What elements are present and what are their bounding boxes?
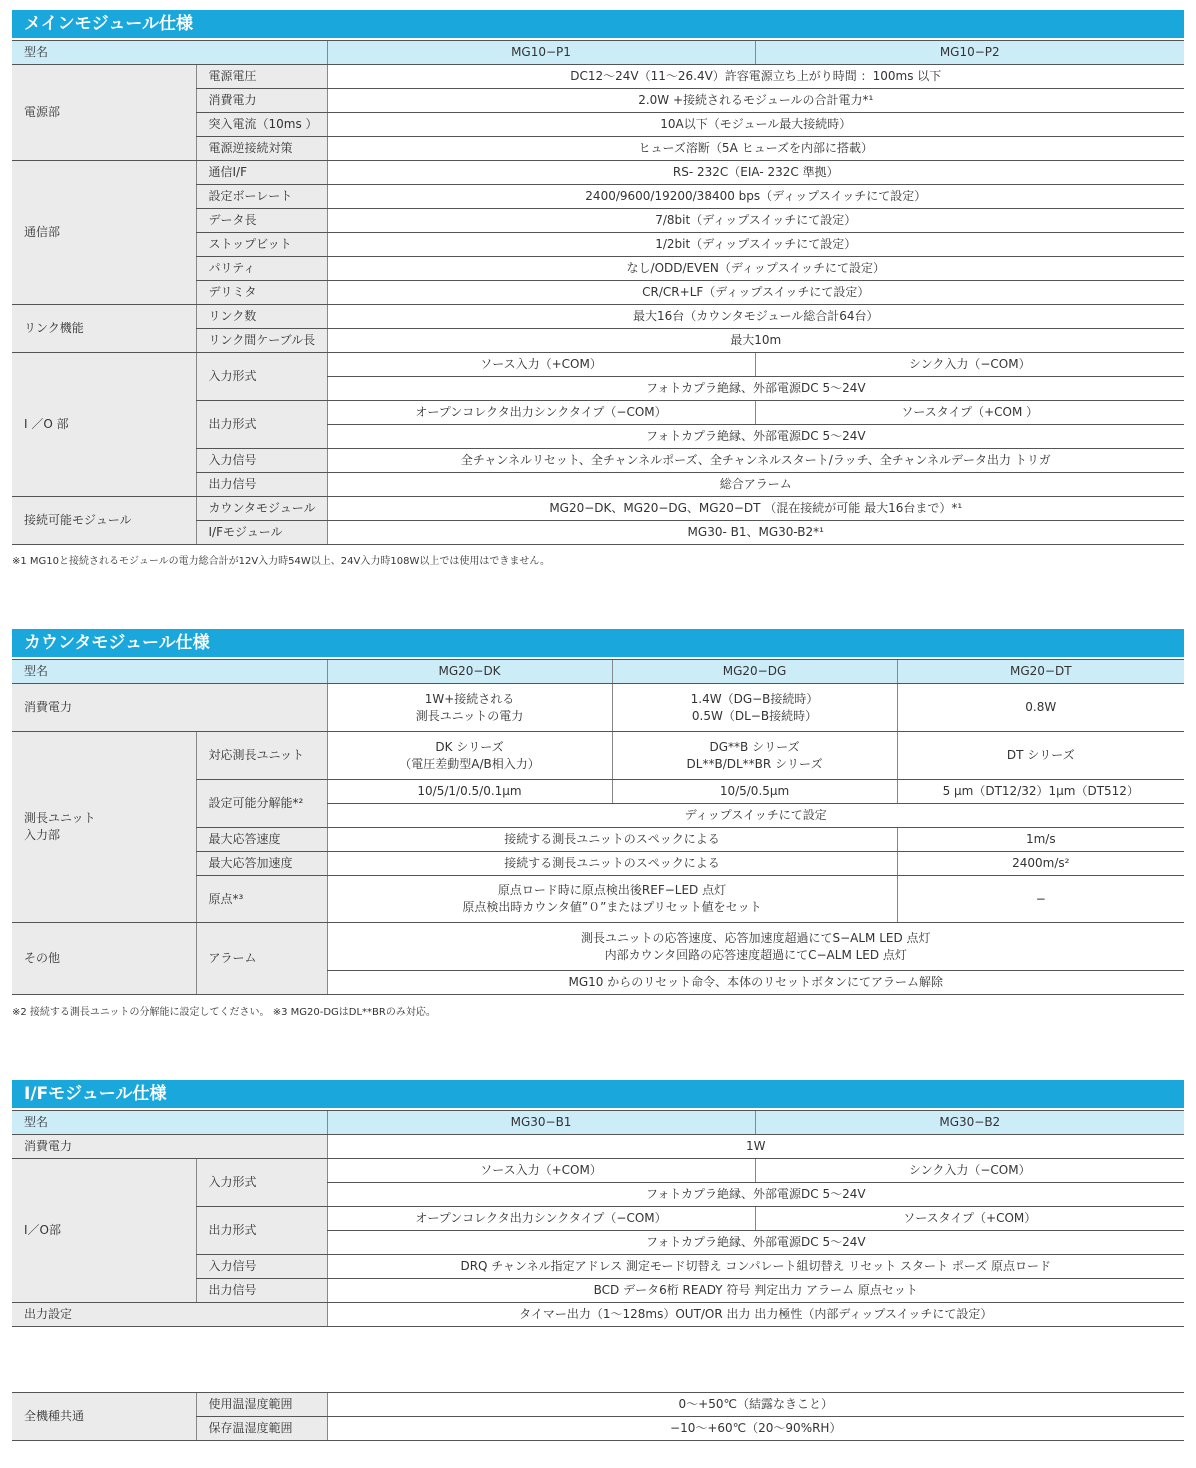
common-table xyxy=(12,1392,1184,1441)
io-input-signal-label: 入力信号 xyxy=(196,449,327,473)
io-output-type-label: 出力形式 xyxy=(196,401,327,449)
parity-label: パリティ xyxy=(196,257,327,281)
table-row xyxy=(12,732,1184,780)
model-mg20-dg: MG20−DG xyxy=(612,660,897,684)
table-row xyxy=(12,161,1184,185)
stop-bit-label: ストップビット xyxy=(196,233,327,257)
text-line: 内部カウンタ回路の応答速度超過にてC−ALM LED 点灯 xyxy=(604,947,907,962)
io-output-type-v1: オープンコレクタ出力シンクタイプ（−COM） xyxy=(327,401,755,425)
operating-range-label: 使用温湿度範囲 xyxy=(196,1393,327,1417)
baud-value: 2400/9600/19200/38400 bps（ディップスイッチにて設定） xyxy=(327,185,1184,209)
output-setting-value: タイマー出力（1〜128ms）OUT/OR 出力 出力極性（内部ディップスイッチにて設定） xyxy=(327,1303,1184,1327)
power-consumption-label: 消費電力 xyxy=(196,89,327,113)
alarm-reset: MG10 からのリセット命令、本体のリセットボタンにてアラーム解除 xyxy=(327,971,1184,995)
if-output-signal-value: BCD データ6桁 READY 符号 判定出力 アラーム 原点セット xyxy=(327,1279,1184,1303)
connectable-counter-label: カウンタモジュール xyxy=(196,497,327,521)
power-voltage-label: 電源電圧 xyxy=(196,65,327,89)
text-line: DL**B/DL**BR シリーズ xyxy=(686,756,823,771)
inrush-label: 突入電流（10ms ） xyxy=(196,113,327,137)
unit-label: 対応測長ユニット xyxy=(196,732,327,780)
group-unit-input xyxy=(12,732,196,923)
parity-value: なし/ODD/EVEN（ディップスイッチにて設定） xyxy=(327,257,1184,281)
link-cable-value: 最大10m xyxy=(327,329,1184,353)
data-length-label: データ長 xyxy=(196,209,327,233)
counter-consumption-dk xyxy=(327,684,612,732)
model-label: 型名 xyxy=(12,1111,327,1135)
table-row xyxy=(12,1159,1184,1183)
stop-bit-value: 1/2bit（ディップスイッチにて設定） xyxy=(327,233,1184,257)
max-accel-dt: 2400m/s² xyxy=(897,852,1184,876)
group-power: 電源部 xyxy=(12,65,196,161)
text-line: 0.5W（DL−B接続時） xyxy=(691,708,818,723)
table-row xyxy=(12,305,1184,329)
storage-range-label: 保存温湿度範囲 xyxy=(196,1417,327,1441)
link-count-value: 最大16台（カウンタモジュール総合計64台） xyxy=(327,305,1184,329)
counter-consumption-dt: 0.8W xyxy=(897,684,1184,732)
group-comm: 通信部 xyxy=(12,161,196,305)
text-line: 測長ユニットの電力 xyxy=(415,708,524,723)
table-row xyxy=(12,353,1184,377)
operating-range-value: 0〜+50℃（結露なきこと） xyxy=(327,1393,1184,1417)
main-module-title: メインモジュール仕様 xyxy=(12,10,1184,38)
power-consumption-value: 2.0W +接続されるモジュールの合計電力*¹ xyxy=(327,89,1184,113)
table-row xyxy=(12,660,1184,684)
table-row xyxy=(12,1135,1184,1159)
model-mg20-dk: MG20−DK xyxy=(327,660,612,684)
table-row xyxy=(12,497,1184,521)
if-input-signal-label: 入力信号 xyxy=(196,1255,327,1279)
io-output-signal-label: 出力信号 xyxy=(196,473,327,497)
group-link: リンク機能 xyxy=(12,305,196,353)
model-mg10-p2: MG10−P2 xyxy=(755,41,1184,65)
model-mg20-dt: MG20−DT xyxy=(897,660,1184,684)
model-label: 型名 xyxy=(12,41,327,65)
io-input-type-label: 入力形式 xyxy=(196,353,327,401)
max-speed-dk-dg: 接続する測長ユニットのスペックによる xyxy=(327,828,897,852)
delimiter-label: デリミタ xyxy=(196,281,327,305)
text-line: 1W+接続される xyxy=(424,691,515,706)
if-output-type-common: フォトカプラ絶縁、外部電源DC 5〜24V xyxy=(327,1231,1184,1255)
text-line: 1.4W（DG−B接続時） xyxy=(690,691,819,706)
origin-dt: − xyxy=(897,876,1184,923)
if-output-type-label: 出力形式 xyxy=(196,1207,327,1255)
alarm-conditions xyxy=(327,923,1184,971)
text-line: （電圧差動型A/B相入力） xyxy=(399,756,540,771)
group-connectable: 接続可能モジュール xyxy=(12,497,196,545)
counter-consumption-label: 消費電力 xyxy=(12,684,327,732)
if-module-title: I/Fモジュール仕様 xyxy=(12,1080,1184,1108)
text-line: 入力部 xyxy=(24,828,61,842)
delimiter-value: CR/CR+LF（ディップスイッチにて設定） xyxy=(327,281,1184,305)
unit-dt: DT シリーズ xyxy=(897,732,1184,780)
text-line: DG**B シリーズ xyxy=(709,739,800,754)
counter-module-title: カウンタモジュール仕様 xyxy=(12,629,1184,657)
resolution-common: ディップスイッチにて設定 xyxy=(327,804,1184,828)
if-output-type-v2: ソースタイプ（+COM） xyxy=(755,1207,1184,1231)
max-speed-label: 最大応答速度 xyxy=(196,828,327,852)
text-line: 原点ロード時に原点検出後REF−LED 点灯 xyxy=(497,883,727,897)
max-accel-label: 最大応答加速度 xyxy=(196,852,327,876)
output-setting-label: 出力設定 xyxy=(12,1303,327,1327)
max-speed-dt: 1m/s xyxy=(897,828,1184,852)
if-input-type-v2: シンク入力（−COM） xyxy=(755,1159,1184,1183)
resolution-label: 設定可能分解能*² xyxy=(196,780,327,828)
resolution-dg: 10/5/0.5μm xyxy=(612,780,897,804)
group-common: 全機種共通 xyxy=(12,1393,196,1441)
power-voltage-value: DC12〜24V（11〜26.4V）許容電源立ち上がり時間 ：100ms 以下 xyxy=(327,65,1184,89)
if-consumption-value: 1W xyxy=(327,1135,1184,1159)
link-cable-label: リンク間ケーブル長 xyxy=(196,329,327,353)
main-module-note: ※1 MG10と接続されるモジュールの電力総合計が12V入力時54W以上、24V入力時108W以上では使用はできません。 xyxy=(12,556,550,567)
io-output-type-v2: ソースタイプ（+COM ） xyxy=(755,401,1184,425)
unit-dk xyxy=(327,732,612,780)
counter-module-note: ※2 接続する測長ユニットの分解能に設定してください。 ※3 MG20-DGはDL**BRのみ対応。 xyxy=(12,1007,436,1018)
counter-module-table xyxy=(12,659,1184,995)
origin-label: 原点*³ xyxy=(196,876,327,923)
inrush-value: 10A以下（モジュール最大接続時） xyxy=(327,113,1184,137)
alarm-label: アラーム xyxy=(196,923,327,995)
if-consumption-label: 消費電力 xyxy=(12,1135,327,1159)
if-input-type-label: 入力形式 xyxy=(196,1159,327,1207)
unit-dg xyxy=(612,732,897,780)
if-input-type-v1: ソース入力（+COM） xyxy=(327,1159,755,1183)
counter-consumption-dg xyxy=(612,684,897,732)
table-row xyxy=(12,1303,1184,1327)
group-if-io: I／O部 xyxy=(12,1159,196,1303)
table-row xyxy=(12,65,1184,89)
link-count-label: リンク数 xyxy=(196,305,327,329)
text-line: 原点検出時カウンタ値”０”またはプリセット値をセット xyxy=(462,900,762,914)
table-row xyxy=(12,684,1184,732)
model-mg30-b1: MG30−B1 xyxy=(327,1111,755,1135)
if-input-signal-value: DRQ チャンネル指定アドレス 測定モード切替え コンパレート組切替え リセット スタート ポーズ 原点ロード xyxy=(327,1255,1184,1279)
resolution-dt: 5 μm（DT12/32）1μm（DT512） xyxy=(897,780,1184,804)
baud-label: 設定ボーレート xyxy=(196,185,327,209)
table-row xyxy=(12,923,1184,971)
origin-dk-dg xyxy=(327,876,897,923)
group-io: I ／O 部 xyxy=(12,353,196,497)
table-row xyxy=(12,41,1184,65)
comm-if-value: RS- 232C（EIA- 232C 準拠） xyxy=(327,161,1184,185)
reverse-value: ヒューズ溶断（5A ヒューズを内部に搭載） xyxy=(327,137,1184,161)
io-output-type-common: フォトカプラ絶縁、外部電源DC 5〜24V xyxy=(327,425,1184,449)
model-mg10-p1: MG10−P1 xyxy=(327,41,755,65)
table-row xyxy=(12,1393,1184,1417)
group-other: その他 xyxy=(12,923,196,995)
max-accel-dk-dg: 接続する測長ユニットのスペックによる xyxy=(327,852,897,876)
connectable-if-value: MG30- B1、MG30-B2*¹ xyxy=(327,521,1184,545)
model-label: 型名 xyxy=(12,660,327,684)
table-row xyxy=(12,1111,1184,1135)
comm-if-label: 通信I/F xyxy=(196,161,327,185)
resolution-dk: 10/5/1/0.5/0.1μm xyxy=(327,780,612,804)
connectable-if-label: I/Fモジュール xyxy=(196,521,327,545)
text-line: DK シリーズ xyxy=(435,739,504,754)
if-output-type-v1: オープンコレクタ出力シンクタイプ（−COM） xyxy=(327,1207,755,1231)
io-input-type-common: フォトカプラ絶縁、外部電源DC 5〜24V xyxy=(327,377,1184,401)
text-line: 測長ユニットの応答速度、応答加速度超過にてS−ALM LED 点灯 xyxy=(580,930,931,945)
connectable-counter-value: MG20−DK、MG20−DG、MG20−DT （混在接続が可能 最大16台まで）*¹ xyxy=(327,497,1184,521)
main-module-table xyxy=(12,40,1184,545)
io-input-signal-value: 全チャンネルリセット、全チャンネルポーズ、全チャンネルスタート/ラッチ、全チャンネルデータ出力 トリガ xyxy=(327,449,1184,473)
data-length-value: 7/8bit（ディップスイッチにて設定） xyxy=(327,209,1184,233)
reverse-label: 電源逆接続対策 xyxy=(196,137,327,161)
if-input-type-common: フォトカプラ絶縁、外部電源DC 5〜24V xyxy=(327,1183,1184,1207)
storage-range-value: −10〜+60℃（20〜90%RH） xyxy=(327,1417,1184,1441)
io-input-type-v1: ソース入力（+COM） xyxy=(327,353,755,377)
text-line: 測長ユニット xyxy=(24,811,96,825)
if-output-signal-label: 出力信号 xyxy=(196,1279,327,1303)
model-mg30-b2: MG30−B2 xyxy=(755,1111,1184,1135)
if-module-table xyxy=(12,1110,1184,1327)
io-input-type-v2: シンク入力（−COM） xyxy=(755,353,1184,377)
io-output-signal-value: 総合アラーム xyxy=(327,473,1184,497)
